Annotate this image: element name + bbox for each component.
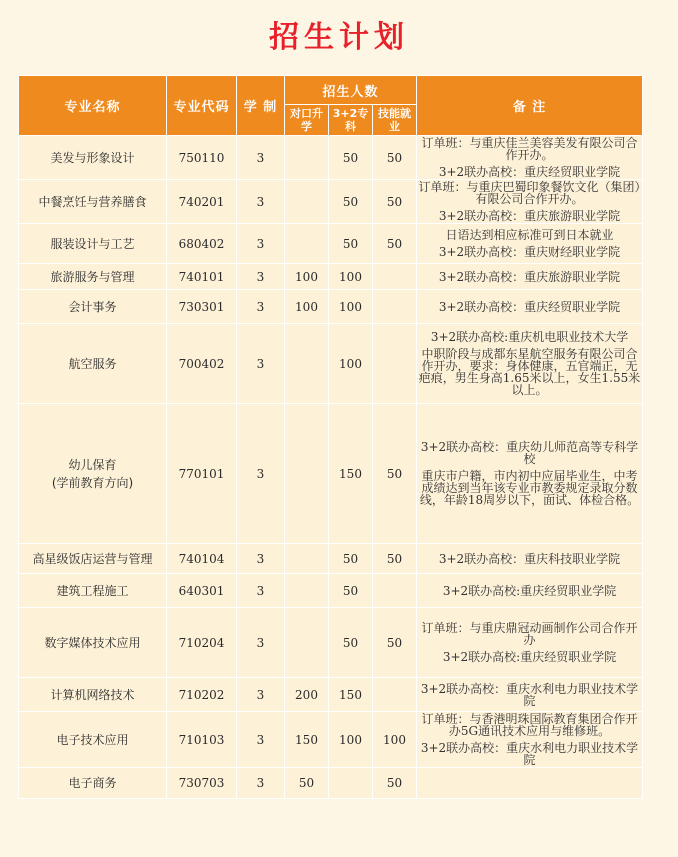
header-3plus2-college: 3+2专科: [329, 105, 373, 136]
notes-cell: [417, 768, 643, 799]
skill-employment-count-cell: [373, 324, 417, 404]
major-name-line: 电子技术应用: [56, 732, 129, 747]
notes-cell: [417, 712, 643, 768]
major-code-cell: 730301: [167, 290, 237, 324]
notes-cell: [417, 404, 643, 544]
3plus2-college-count-cell: [329, 768, 373, 799]
skill-employment-count-cell: [373, 264, 417, 290]
major-name-line: 建筑工程施工: [56, 583, 129, 598]
note-line: 3+2联办高校：重庆旅游职业学院: [438, 269, 621, 284]
note-line: 3+2联办高校：重庆经贸职业学院: [438, 165, 621, 179]
3plus2-college-count-cell: 50: [329, 180, 373, 224]
note-line: 日语达到相应标准可到日本就业: [445, 228, 614, 242]
vocational-entrance-count-cell: [285, 544, 329, 574]
skill-employment-count-cell: 50: [373, 608, 417, 678]
vocational-entrance-count-cell: 100: [285, 290, 329, 324]
table-row: [19, 544, 643, 574]
3plus2-college-count-cell: 150: [329, 678, 373, 712]
notes-cell: [417, 136, 643, 180]
table-row: [19, 678, 643, 712]
table-row: [19, 768, 643, 799]
major-name-cell: [19, 404, 167, 544]
duration-cell: 3: [237, 264, 285, 290]
3plus2-college-count-cell: 50: [329, 544, 373, 574]
major-code-cell: 680402: [167, 224, 237, 264]
major-code-cell: 740201: [167, 180, 237, 224]
notes-cell: [417, 324, 643, 404]
major-code-cell: 710204: [167, 608, 237, 678]
table-row: [19, 136, 643, 180]
skill-employment-count-cell: 50: [373, 180, 417, 224]
major-name-line: (学前教育方向): [51, 475, 134, 490]
note-line: 3+2联办高校：重庆幼儿师范高等专科学校: [420, 440, 639, 466]
duration-cell: 3: [237, 404, 285, 544]
notes-cell: [417, 608, 643, 678]
major-name-line: 幼儿保育: [68, 457, 117, 472]
vocational-entrance-count-cell: [285, 404, 329, 544]
major-name-cell: [19, 768, 167, 799]
vocational-entrance-count-cell: 100: [285, 264, 329, 290]
note-line: 3+2联办高校:重庆经贸职业学院: [442, 650, 617, 664]
skill-employment-count-cell: 50: [373, 768, 417, 799]
major-name-line: 旅游服务与管理: [50, 269, 135, 284]
major-code-cell: 740104: [167, 544, 237, 574]
note-line: 3+2联办高校:重庆经贸职业学院: [442, 583, 617, 598]
duration-cell: 3: [237, 712, 285, 768]
header-major-code: 专业代码: [167, 76, 237, 136]
skill-employment-count-cell: [373, 678, 417, 712]
major-name-line: 数字媒体技术应用: [44, 635, 141, 650]
major-code-cell: 700402: [167, 324, 237, 404]
major-name-line: 计算机网络技术: [50, 687, 135, 702]
note-line: 3+2联办高校:重庆机电职业技术大学: [430, 330, 629, 344]
major-code-cell: 750110: [167, 136, 237, 180]
enrollment-plan-table: [18, 75, 643, 799]
major-name-line: 美发与形象设计: [50, 150, 135, 165]
major-code-cell: 740101: [167, 264, 237, 290]
major-code-cell: 730703: [167, 768, 237, 799]
vocational-entrance-count-cell: [285, 324, 329, 404]
major-name-cell: [19, 224, 167, 264]
major-name-line: 高星级饭店运营与管理: [32, 551, 153, 566]
major-code-cell: 710103: [167, 712, 237, 768]
note-line: 3+2联办高校：重庆旅游职业学院: [438, 209, 621, 223]
notes-cell: [417, 574, 643, 608]
major-name-cell: [19, 180, 167, 224]
duration-cell: 3: [237, 180, 285, 224]
major-name-line: 会计事务: [68, 299, 117, 314]
vocational-entrance-count-cell: 200: [285, 678, 329, 712]
note-line: 3+2联办高校：重庆科技职业学院: [438, 551, 621, 566]
3plus2-college-count-cell: 100: [329, 290, 373, 324]
header-major-name: 专业名称: [19, 76, 167, 136]
duration-cell: 3: [237, 544, 285, 574]
major-name-cell: [19, 608, 167, 678]
note-line: 订单班：与重庆鼎冠动画制作公司合作开办: [421, 621, 638, 647]
vocational-entrance-count-cell: [285, 608, 329, 678]
duration-cell: 3: [237, 136, 285, 180]
major-code-cell: 640301: [167, 574, 237, 608]
major-name-line: 服装设计与工艺: [50, 236, 135, 251]
duration-cell: 3: [237, 224, 285, 264]
note-line: 中职阶段与成都东星航空服务有限公司合作开办，要求：身体健康，五官端正，无疤痕，男生身高1.65米以上，女生1.55米以上。: [418, 347, 641, 397]
note-line: 3+2联办高校：重庆水利电力职业技术学院: [420, 741, 639, 767]
table-row: [19, 574, 643, 608]
skill-employment-count-cell: [373, 574, 417, 608]
skill-employment-count-cell: 50: [373, 136, 417, 180]
major-name-cell: [19, 678, 167, 712]
major-name-cell: [19, 574, 167, 608]
table-row: [19, 224, 643, 264]
table-row: [19, 290, 643, 324]
skill-employment-count-cell: 50: [373, 404, 417, 544]
vocational-entrance-count-cell: [285, 180, 329, 224]
notes-cell: [417, 264, 643, 290]
3plus2-college-count-cell: 50: [329, 136, 373, 180]
header-duration: 学 制: [237, 76, 285, 136]
table-row: [19, 180, 643, 224]
note-line: 订单班：与重庆巴蜀印象餐饮文化（集团）有限公司合作开办。: [418, 180, 641, 206]
notes-cell: [417, 544, 643, 574]
duration-cell: 3: [237, 678, 285, 712]
3plus2-college-count-cell: 100: [329, 324, 373, 404]
duration-cell: 3: [237, 768, 285, 799]
major-name-cell: [19, 290, 167, 324]
major-code-cell: 770101: [167, 404, 237, 544]
duration-cell: 3: [237, 608, 285, 678]
header-skill-employment: 技能就业: [373, 105, 417, 136]
major-name-line: 中餐烹饪与营养膳食: [38, 194, 147, 209]
header-vocational-entrance: 对口升学: [285, 105, 329, 136]
notes-cell: [417, 678, 643, 712]
vocational-entrance-count-cell: 50: [285, 768, 329, 799]
duration-cell: 3: [237, 290, 285, 324]
table-row: [19, 264, 643, 290]
3plus2-college-count-cell: 50: [329, 608, 373, 678]
note-line: 3+2联办高校：重庆经贸职业学院: [438, 299, 621, 314]
note-line: 订单班：与重庆佳兰美容美发有限公司合作开办。: [421, 136, 638, 162]
notes-cell: [417, 224, 643, 264]
vocational-entrance-count-cell: 150: [285, 712, 329, 768]
3plus2-college-count-cell: 50: [329, 224, 373, 264]
header-enrollment: 招生人数: [285, 76, 417, 105]
note-line: 3+2联办高校：重庆财经职业学院: [438, 245, 621, 259]
table-row: [19, 608, 643, 678]
3plus2-college-count-cell: 100: [329, 264, 373, 290]
page-title: 招生计划: [269, 20, 409, 55]
3plus2-college-count-cell: 150: [329, 404, 373, 544]
header-notes: 备 注: [417, 76, 643, 136]
major-name-cell: [19, 544, 167, 574]
note-line: 订单班：与香港明珠国际教育集团合作开办5G通讯技术应用与维修班。: [421, 712, 638, 738]
major-name-line: 航空服务: [68, 356, 117, 371]
major-name-line: 电子商务: [68, 776, 117, 790]
notes-cell: [417, 290, 643, 324]
table-row: [19, 404, 643, 544]
3plus2-college-count-cell: 50: [329, 574, 373, 608]
3plus2-college-count-cell: 100: [329, 712, 373, 768]
duration-cell: 3: [237, 324, 285, 404]
note-line: 重庆市户籍，市内初中应届毕业生，中考成绩达到当年该专业市教委规定录取分数线，年龄18周岁以下，面试、体检合格。: [419, 469, 640, 507]
vocational-entrance-count-cell: [285, 136, 329, 180]
vocational-entrance-count-cell: [285, 574, 329, 608]
skill-employment-count-cell: [373, 290, 417, 324]
duration-cell: 3: [237, 574, 285, 608]
skill-employment-count-cell: 100: [373, 712, 417, 768]
major-name-cell: [19, 264, 167, 290]
table-row: [19, 324, 643, 404]
vocational-entrance-count-cell: [285, 224, 329, 264]
table-row: [19, 712, 643, 768]
note-line: 3+2联办高校：重庆水利电力职业技术学院: [420, 681, 639, 708]
major-code-cell: 710202: [167, 678, 237, 712]
notes-cell: [417, 180, 643, 224]
major-name-cell: [19, 136, 167, 180]
skill-employment-count-cell: 50: [373, 544, 417, 574]
major-name-cell: [19, 712, 167, 768]
major-name-cell: [19, 324, 167, 404]
skill-employment-count-cell: 50: [373, 224, 417, 264]
